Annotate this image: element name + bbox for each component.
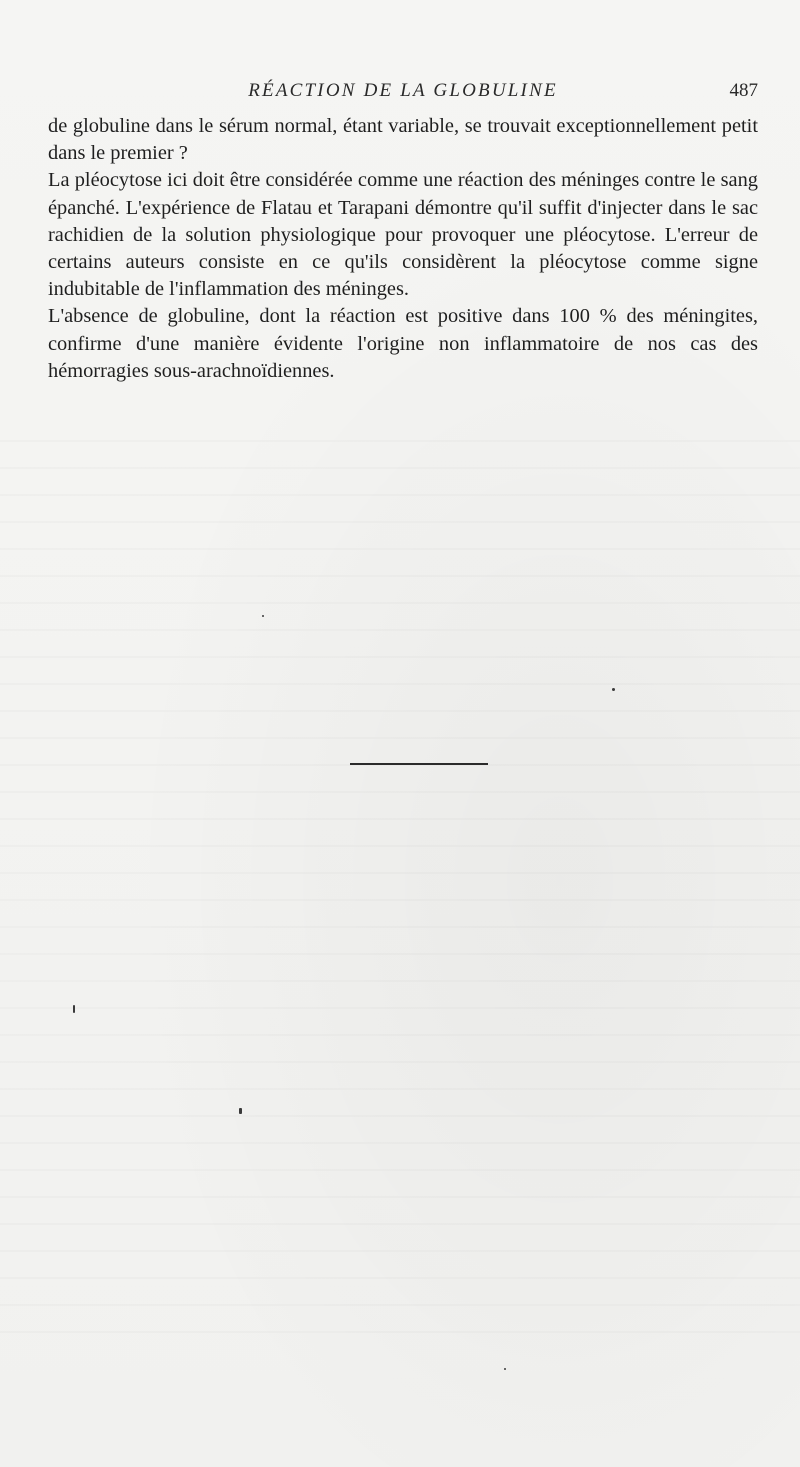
body-text: [48, 113, 758, 385]
print-speck: [73, 1005, 75, 1013]
print-speck: [612, 688, 615, 691]
show-through-texture: [0, 440, 800, 1340]
print-speck: [262, 615, 264, 617]
paragraph-pleocytose: La pléocytose ici doit être considérée comme une réaction des méninges contre le sang épanché. L'expérience de Flatau et Tarapani démontre qu'il suffit d'injecter dans le sac rachidien de la solution physiologique pour provoquer une pléocytose. L'erreur de certains auteurs consiste en ce qu'ils considèrent la pléocytose comme signe indubitable de l'inflammation des méninges.: [48, 169, 758, 301]
running-title: RÉACTION DE LA GLOBULINE: [248, 80, 558, 101]
section-separator-rule: [350, 763, 488, 765]
page-number: 487: [729, 80, 758, 101]
paragraph-globuline-absence: L'absence de globuline, dont la réaction est positive dans 100 % des méningites, confirme d'une manière évidente l'origine non inflammatoire de nos cas des hémorragies sous-arachnoïdiennes.: [48, 305, 758, 382]
print-speck: [239, 1108, 242, 1114]
running-head: [48, 80, 758, 106]
print-speck: [504, 1368, 506, 1370]
paragraph-continuation: de globuline dans le sérum normal, étant variable, se trouvait exceptionnellement petit dans le premier ?: [48, 115, 758, 165]
